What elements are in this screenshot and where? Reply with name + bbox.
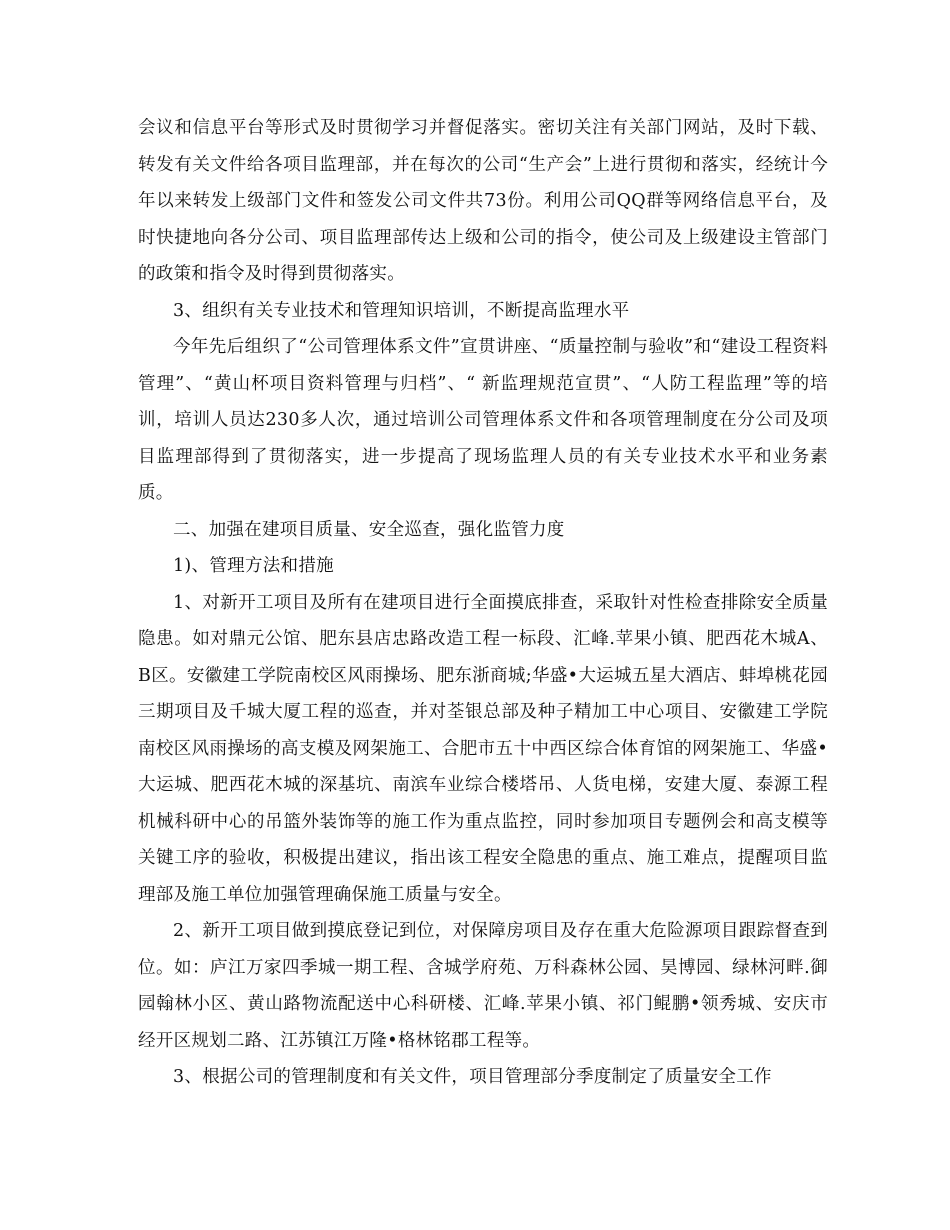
paragraph-6: 1、对新开工项目及所有在建项目进行全面摸底排查，采取针对性检查排除安全质量隐患。如对鼎元公馆、肥东县店忠路改造工程一标段、汇峰.苹果小镇、肥西花木城A、B区。安徽建工学院南校区风雨操场、肥东浙商城;华盛•大运城五星大酒店、蚌埠桃花园三期项目及千城大厦工程的巡查，并对荃银总部及种子精加工中心项目、安徽建工学院南校区风雨操场的高支模及网架施工、合肥市五十中西区综合体育馆的网架施工、华盛•大运城、肥西花木城的深基坑、南滨车业综合楼塔吊、人货电梯，安建大厦、泰源工程机械科研中心的吊篮外装饰等的施工作为重点监控，同时参加项目专题例会和高支模等关键工序的验收，积极提出建议，指出该工程安全隐患的重点、施工难点，提醒项目监理部及施工单位加强管理确保施工质量与安全。 (138, 592, 828, 905)
paragraph-8: 3、根据公司的管理制度和有关文件，项目管理部分季度制定了质量安全工作 (173, 1067, 772, 1087)
paragraph-7: 2、新开工项目做到摸底登记到位，对保障房项目及存在重大危险源项目跟踪督查到位。如：庐江万家四季城一期工程、含城学府苑、万科森林公园、昊博园、绿林河畔.御园翰林小区、黄山路物流配送中心科研楼、汇峰.苹果小镇、祁门鲲鹏•领秀城、安庆市经开区规划二路、江苏镇江万隆•格林铭郡工程等。 (138, 921, 828, 1051)
subsection-heading: 1)、管理方法和措施 (173, 556, 334, 576)
section-heading-2: 二、加强在建项目质量、安全巡查，强化监管力度 (173, 519, 565, 540)
paragraph-1: 会议和信息平台等形式及时贯彻学习并督促落实。密切关注有关部门网站，及时下载、转发有关文件给各项目监理部，并在每次的公司“生产会”上进行贯彻和落实，经统计今年以来转发上级部门文件和签发公司文件共73份。利用公司QQ群等网络信息平台，及时快捷地向各分公司、项目监理部传达上级和公司的指令，使公司及上级建设主管部门的政策和指令及时得到贯彻落实。 (138, 118, 828, 284)
paragraph-2-heading: 3、组织有关专业技术和管理知识培训，不断提高监理水平 (173, 300, 630, 321)
document-body (138, 110, 828, 1096)
paragraph-3: 今年先后组织了“公司管理体系文件”宣贯讲座、“质量控制与验收”和“建设工程资料管理”、“黄山杯项目资料管理与归档”、“ 新监理规范宣贯”、“人防工程监理”等的培训，培训人员达230多人次，通过培训公司管理体系文件和各项管理制度在分公司及项目监理部得到了贯彻落实，进一步提高了现场监理人员的有关专业技术水平和业务素质。 (138, 337, 828, 503)
